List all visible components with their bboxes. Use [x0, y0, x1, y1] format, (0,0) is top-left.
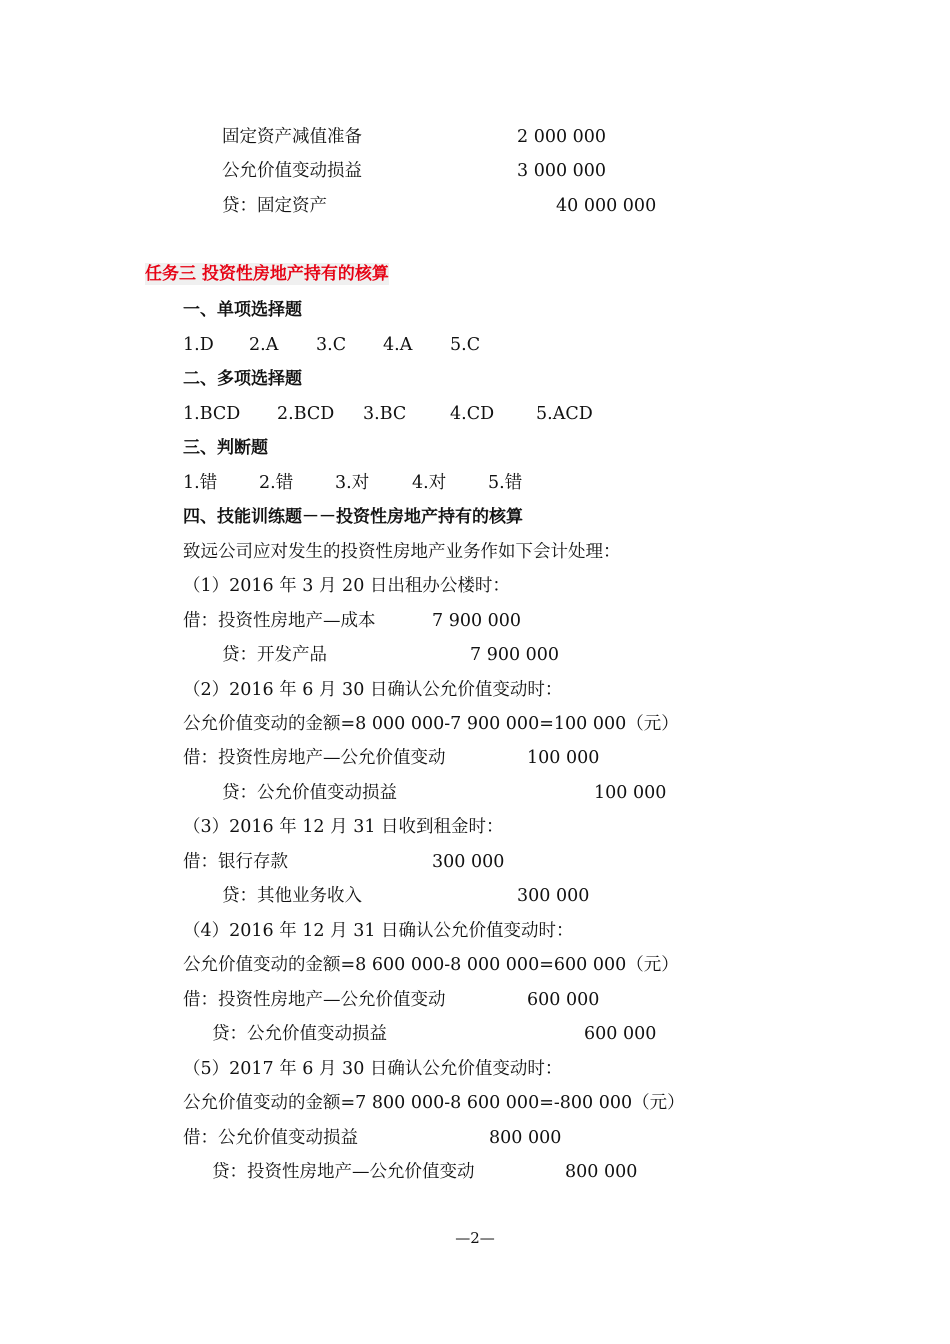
answer: 4.A [383, 335, 413, 355]
step-label: （3）2016 年 12 月 31 日收到租金时： [183, 817, 504, 837]
entry-amount: 2 000 000 [517, 127, 607, 147]
credit-account: 贷：开发产品 [222, 645, 327, 665]
entry-amount: 3 000 000 [517, 161, 607, 181]
debit-account: 借：投资性房地产—公允价值变动 [183, 990, 446, 1010]
answer: 1.D [183, 335, 214, 355]
section-title: 任务三 投资性房地产持有的核算 [145, 264, 389, 284]
credit-amount: 100 000 [594, 783, 667, 803]
answer: 2.BCD [277, 404, 335, 424]
answer: 1.BCD [183, 404, 241, 424]
step-label: （4）2016 年 12 月 31 日确认公允价值变动时： [183, 921, 574, 941]
answer: 5.ACD [536, 404, 593, 424]
skills-heading: 四、技能训练题－－投资性房地产持有的核算 [183, 507, 523, 527]
skills-intro: 致远公司应对发生的投资性房地产业务作如下会计处理： [183, 542, 621, 562]
calc-line: 公允价值变动的金额=7 800 000-8 600 000=-800 000（元） [183, 1093, 685, 1113]
page-number: —2— [455, 1229, 495, 1247]
answer: 3.BC [363, 404, 407, 424]
answer: 3.对 [335, 473, 370, 493]
multi-choice-heading: 二、多项选择题 [183, 369, 302, 389]
debit-amount: 800 000 [489, 1128, 562, 1148]
debit-account: 借：公允价值变动损益 [183, 1128, 358, 1148]
debit-account: 借：投资性房地产—公允价值变动 [183, 748, 446, 768]
answer: 5.错 [488, 473, 523, 493]
debit-amount: 600 000 [527, 990, 600, 1010]
single-choice-heading: 一、单项选择题 [183, 300, 302, 320]
debit-account: 借：投资性房地产—成本 [183, 611, 376, 631]
step-label: （2）2016 年 6 月 30 日确认公允价值变动时： [183, 680, 563, 700]
answer: 4.CD [450, 404, 495, 424]
entry-account: 固定资产减值准备 [222, 127, 362, 147]
debit-account: 借：银行存款 [183, 852, 288, 872]
credit-amount: 800 000 [565, 1162, 638, 1182]
answer: 2.错 [259, 473, 294, 493]
step-label: （5）2017 年 6 月 30 日确认公允价值变动时： [183, 1059, 563, 1079]
entry-amount: 40 000 000 [556, 196, 657, 216]
step-label: （1）2016 年 3 月 20 日出租办公楼时： [183, 576, 510, 596]
credit-amount: 600 000 [584, 1024, 657, 1044]
answer: 2.A [249, 335, 279, 355]
credit-account: 贷：公允价值变动损益 [222, 783, 397, 803]
answer: 3.C [316, 335, 347, 355]
calc-line: 公允价值变动的金额=8 000 000-7 900 000=100 000（元） [183, 714, 679, 734]
credit-amount: 7 900 000 [470, 645, 560, 665]
credit-account: 贷：投资性房地产—公允价值变动 [212, 1162, 475, 1182]
credit-account: 贷：其他业务收入 [222, 886, 362, 906]
answer: 5.C [450, 335, 481, 355]
calc-line: 公允价值变动的金额=8 600 000-8 000 000=600 000（元） [183, 955, 679, 975]
debit-amount: 300 000 [432, 852, 505, 872]
debit-amount: 100 000 [527, 748, 600, 768]
credit-amount: 300 000 [517, 886, 590, 906]
entry-account: 公允价值变动损益 [222, 161, 362, 181]
judgment-heading: 三、判断题 [183, 438, 268, 458]
entry-account: 贷：固定资产 [222, 196, 327, 216]
credit-account: 贷：公允价值变动损益 [212, 1024, 387, 1044]
answer: 4.对 [412, 473, 447, 493]
debit-amount: 7 900 000 [432, 611, 522, 631]
answer: 1.错 [183, 473, 218, 493]
